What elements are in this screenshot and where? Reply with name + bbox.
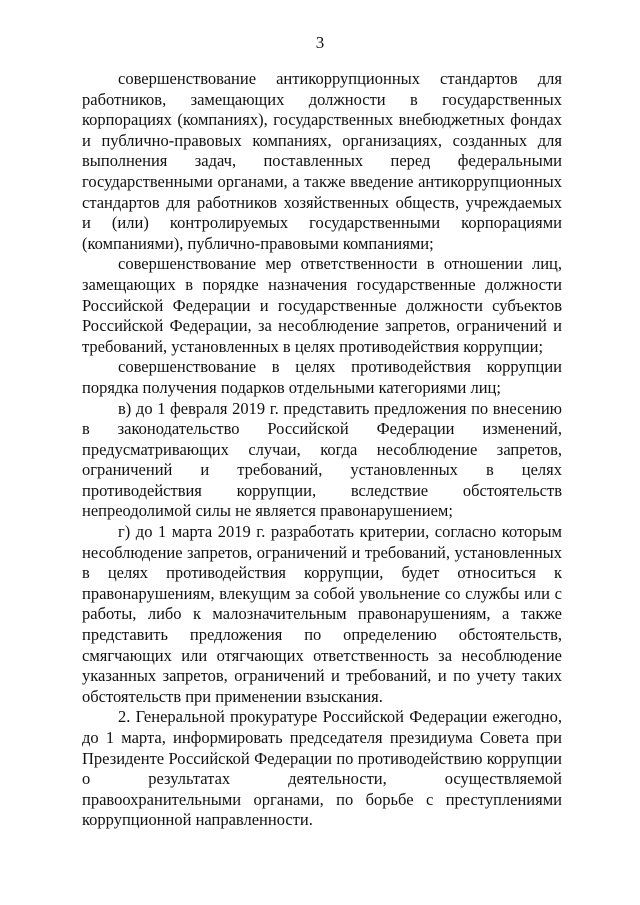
paragraph-item-g: г) до 1 марта 2019 г. разработать критерии, согласно которым несоблюдение запретов, ограничений и требований, установленных в целях противодействия коррупции, будет относиться к правонарушениям, влекущим за собой увольнение со службы или с работы, либо к малозначительным правонарушениям, а также представить предложения по определению обстоятельств, смягчающих или отягчающих ответственность за несоблюдение указанных запретов, ограничений и требований, и по учету таких обстоятельств при применении взыскания.	[82, 522, 562, 706]
paragraph-responsibility: совершенствование мер ответственности в отношении лиц, замещающих в порядке назначения государственные должности Российской Федерации и государственные должности субъектов Российской Федерации, за несоблюдение запретов, ограничений и требований, установленных в целях противодействия коррупции;	[82, 254, 562, 356]
document-body	[82, 69, 562, 831]
page-number: 3	[315, 33, 325, 52]
paragraph-item-v: в) до 1 февраля 2019 г. представить предложения по внесению в законодательство Российской Федерации изменений, предусматривающих случаи, когда несоблюдение запретов, ограничений и требований, установленных в целях противодействия коррупции, вследствие обстоятельств непреодолимой силы не является правонарушением;	[82, 398, 562, 521]
paragraph-gifts: совершенствование в целях противодействия коррупции порядка получения подарков отдельными категориями лиц;	[82, 357, 562, 397]
paragraph-standards: совершенствование антикоррупционных стандартов для работников, замещающих должности в государственных корпорациях (компаниях), государственных внебюджетных фондах и публично-правовых компаниях, организациях, созданных для выполнения задач, поставленных перед федеральными государственными органами, а также введение антикоррупционных стандартов для работников хозяйственных обществ, учреждаемых и (или) контролируемых государственными корпорациями (компаниями), публично-правовыми компаниями;	[82, 69, 562, 253]
paragraph-section-2: 2. Генеральной прокуратуре Российской Федерации ежегодно, до 1 марта, информировать председателя президиума Совета при Президенте Российской Федерации по противодействию коррупции о результатах деятельности, осуществляемой правоохранительными органами, по борьбе с преступлениями коррупционной направленности.	[82, 707, 562, 830]
